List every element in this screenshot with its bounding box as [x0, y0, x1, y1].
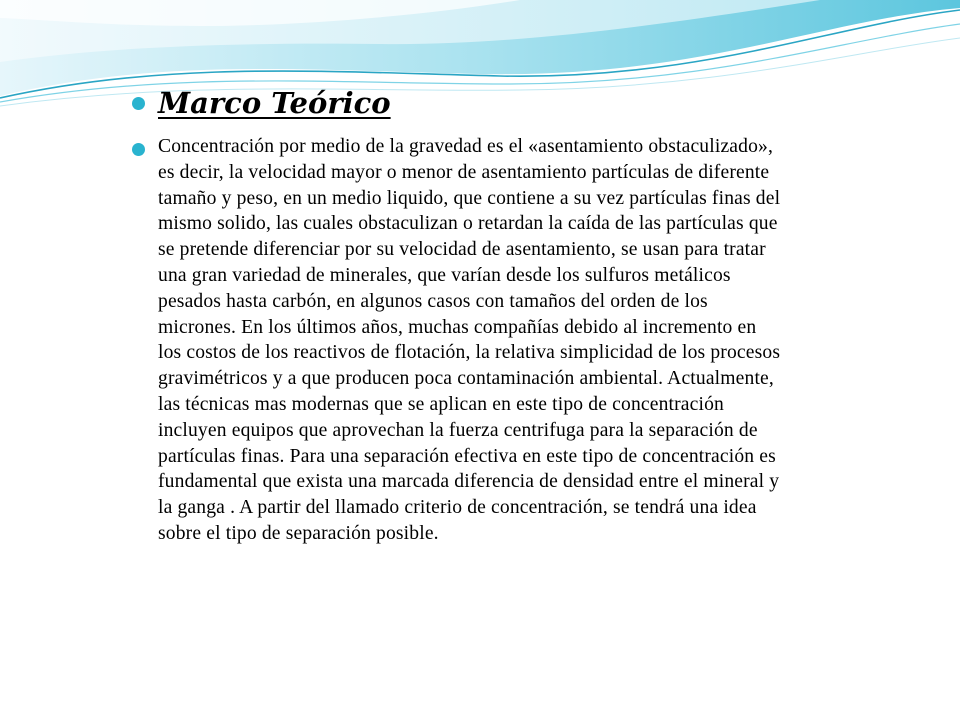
body-bullet-row — [132, 134, 782, 547]
body-paragraph: Concentración por medio de la gravedad es el «asentamiento obstaculizado», es decir, la velocidad mayor o menor de asentamiento partículas de diferente tamaño y peso, en un medio liquido, que contiene a su vez partículas finas del mismo solido, las cuales obstaculizan o retardan la caída de las partículas que se pretende diferenciar por su velocidad de asentamiento, se usan para tratar una gran variedad de minerales, que varían desde los sulfuros metálicos pesados hasta carbón, en algunos casos con tamaños del orden de los micrones. En los últimos años, muchas compañías debido al incremento en los costos de los reactivos de flotación, la relativa simplicidad de los procesos gravimétricos y a que producen poca contaminación ambiental. Actualmente, las técnicas mas modernas que se aplican en este tipo de concentración incluyen equipos que aprovechan la fuerza centrifuga para la separación de partículas finas. Para una separación efectiva en este tipo de concentración es fundamental que exista una marcada diferencia de densidad entre el mineral y la ganga . A partir del llamado criterio de concentración, se tendrá una idea sobre el tipo de separación posible. — [158, 136, 781, 544]
slide-content — [132, 80, 782, 547]
bullet-dot-icon — [132, 143, 145, 156]
slide-title: Marco Teórico — [158, 86, 391, 120]
bullet-dot-icon — [132, 97, 145, 110]
title-bullet-row — [132, 80, 782, 126]
